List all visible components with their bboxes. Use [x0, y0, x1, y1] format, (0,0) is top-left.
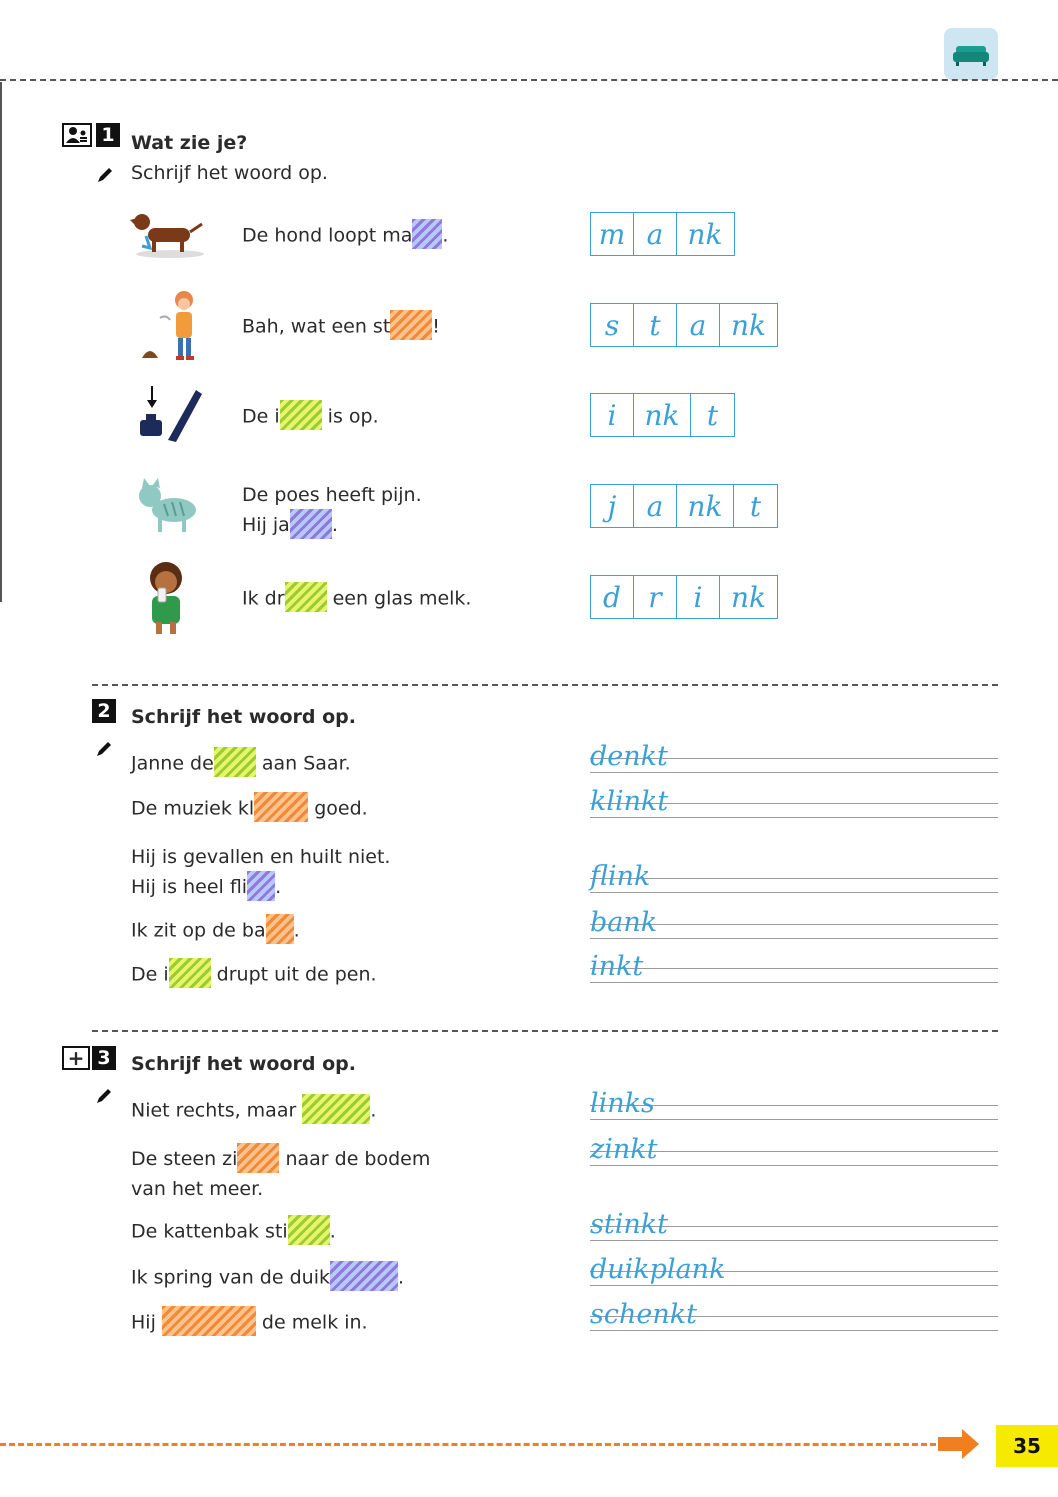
pencil-icon — [95, 740, 113, 758]
ex2-sentence-2: De muziek kl goed. — [131, 796, 368, 822]
answer-line-3 — [590, 861, 998, 894]
letter-boxes-5 — [590, 575, 778, 619]
hidden-letters-hatch — [288, 1215, 330, 1245]
letter-box: t — [706, 398, 719, 432]
boy-drinking-icon — [138, 560, 196, 636]
pencil-icon — [95, 1087, 113, 1105]
section-divider-1 — [92, 684, 998, 686]
letter-box: r — [634, 576, 677, 618]
next-arrow-icon[interactable] — [938, 1428, 980, 1460]
dog-icon — [128, 206, 208, 262]
hidden-letters-hatch — [290, 509, 332, 539]
sick-cat-icon — [134, 476, 204, 536]
ex1-sentence-3: De i is op. — [242, 404, 379, 430]
letter-box: d — [591, 576, 634, 618]
top-divider — [0, 79, 1058, 81]
hidden-letters-hatch — [254, 792, 308, 822]
letter-boxes-4 — [590, 484, 778, 528]
letter-box: i — [591, 394, 634, 436]
answer-word: denkt — [590, 741, 668, 772]
ex1-sentence-2: Bah, wat een st ! — [242, 314, 440, 340]
answer-line-6 — [590, 1088, 998, 1121]
letter-box: i — [677, 576, 720, 618]
hidden-letters-hatch — [280, 400, 322, 430]
sofa-badge — [944, 28, 998, 80]
hidden-letters-hatch — [390, 310, 432, 340]
letter-box: nk — [731, 580, 766, 614]
answer-word: zinkt — [590, 1134, 658, 1165]
answer-word: klinkt — [590, 786, 669, 817]
exercise-2-title: Schrijf het woord op. — [131, 706, 356, 728]
ex1-sentence-1: De hond loopt ma . — [242, 223, 448, 249]
answer-line-1 — [590, 741, 998, 774]
letter-box: nk — [677, 485, 734, 527]
answer-word: duikplank — [590, 1254, 726, 1285]
letter-boxes-1 — [590, 212, 735, 256]
answer-word: flink — [590, 861, 651, 892]
section-divider-2 — [92, 1030, 998, 1032]
answer-line-7 — [590, 1134, 998, 1167]
hidden-letters-hatch — [412, 219, 442, 249]
left-margin-line — [0, 82, 2, 602]
hidden-letters-hatch — [330, 1261, 398, 1291]
answer-line-2 — [590, 786, 998, 819]
ex2-sentence-4: Ik zit op de ba . — [131, 918, 300, 944]
answer-word: schenkt — [590, 1299, 697, 1330]
hidden-letters-hatch — [162, 1306, 256, 1336]
letter-box: a — [634, 213, 677, 255]
exercise-1-instruction: Schrijf het woord op. — [131, 162, 328, 184]
hidden-letters-hatch — [169, 958, 211, 988]
ex3-sentence-2: De steen zi naar de bodem van het meer. — [131, 1144, 430, 1204]
pair-work-icon — [62, 123, 92, 147]
footer-dashed-line — [0, 1443, 936, 1446]
ink-pen-icon — [128, 384, 204, 446]
exercise-3-title: Schrijf het woord op. — [131, 1053, 356, 1075]
letter-box: nk — [634, 394, 691, 436]
ex2-sentence-1: Janne de aan Saar. — [131, 751, 351, 777]
exercise-3-number: 3 — [92, 1046, 116, 1070]
girl-poop-icon — [136, 286, 202, 364]
letter-boxes-2 — [590, 303, 778, 347]
exercise-1-title: Wat zie je? — [131, 132, 248, 154]
ex3-sentence-4: Ik spring van de duik . — [131, 1265, 404, 1291]
letter-box: a — [677, 304, 720, 346]
ex2-sentence-3: Hij is gevallen en huilt niet. Hij is heel fli . — [131, 842, 390, 902]
sofa-icon — [944, 28, 998, 80]
answer-line-8 — [590, 1209, 998, 1242]
letter-box: s — [591, 304, 634, 346]
ex3-sentence-3: De kattenbak sti . — [131, 1219, 336, 1245]
answer-line-4 — [590, 907, 998, 940]
ex3-sentence-1: Niet rechts, maar . — [131, 1098, 376, 1124]
answer-line-10 — [590, 1299, 998, 1332]
letter-box: t — [634, 304, 677, 346]
pencil-icon — [96, 166, 114, 184]
letter-box: t — [749, 489, 762, 523]
letter-box: m — [591, 213, 634, 255]
exercise-2-number: 2 — [92, 699, 116, 723]
letter-box: a — [634, 485, 677, 527]
ex1-sentence-5: Ik dr een glas melk. — [242, 586, 471, 612]
ex1-sentence-4: De poes heeft pijn. Hij ja . — [242, 480, 422, 540]
letter-box: j — [591, 485, 634, 527]
hidden-letters-hatch — [247, 871, 275, 901]
hidden-letters-hatch — [285, 582, 327, 612]
answer-word: links — [590, 1088, 655, 1119]
hidden-letters-hatch — [266, 914, 294, 944]
answer-line-9 — [590, 1254, 998, 1287]
hidden-letters-hatch — [237, 1143, 279, 1173]
letter-box: nk — [731, 308, 766, 342]
letter-box: nk — [687, 217, 723, 251]
answer-line-5 — [590, 951, 998, 984]
page-number: 35 — [996, 1425, 1058, 1467]
letter-boxes-3 — [590, 393, 735, 437]
answer-word: inkt — [590, 951, 644, 982]
ex3-sentence-5: Hij de melk in. — [131, 1310, 368, 1336]
hidden-letters-hatch — [214, 747, 256, 777]
plus-icon: + — [62, 1046, 90, 1070]
exercise-1-number: 1 — [96, 123, 120, 147]
hidden-letters-hatch — [302, 1094, 370, 1124]
answer-word: bank — [590, 907, 658, 938]
ex2-sentence-5: De i drupt uit de pen. — [131, 962, 377, 988]
answer-word: stinkt — [590, 1209, 668, 1240]
